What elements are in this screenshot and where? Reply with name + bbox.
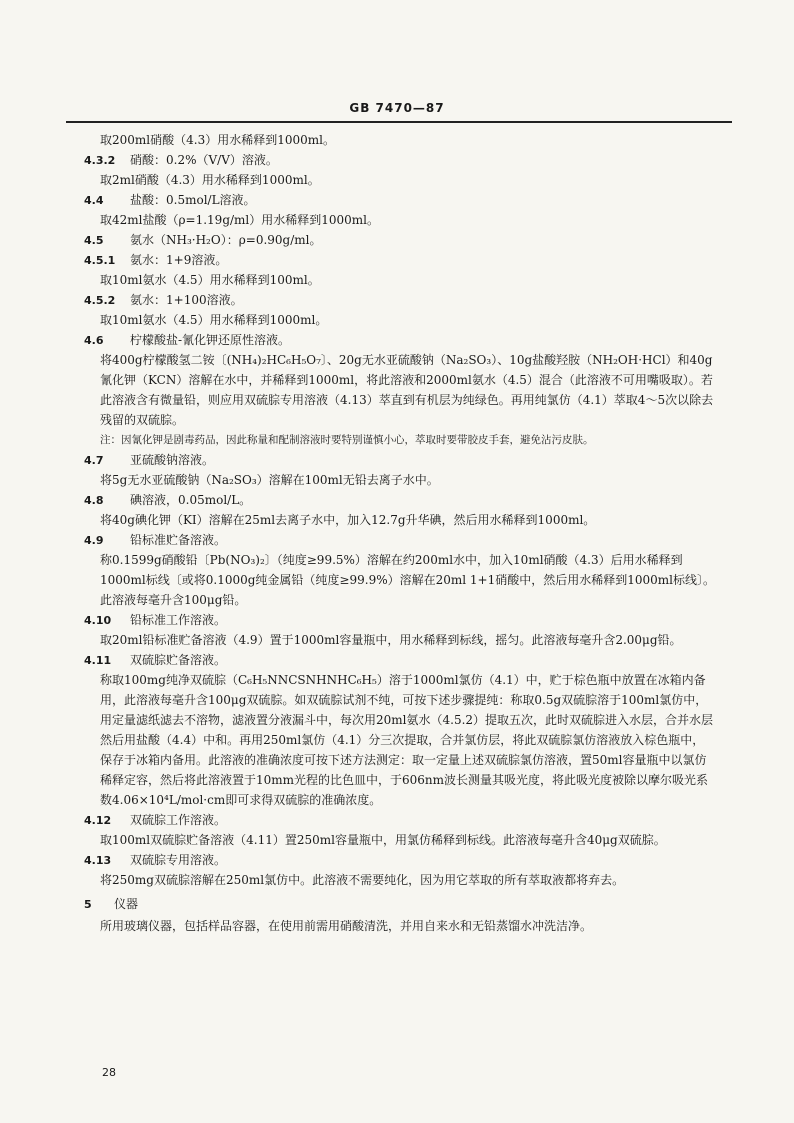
paragraph: 称取100mg纯净双硫腙（C₆H₅NNCSNHNHC₆H₅）溶于1000ml氯仿（4.1）中，贮于棕色瓶中放置在冰箱内备用，此溶液每毫升含100μg双硫腙。如双硫腙试剂不纯，可按下述步骤提纯：称取0.5g双硫腙溶于100ml氯仿中，用定量滤纸滤去不溶物，滤液置分液漏斗中，每次用20ml氨水（4.5.2）提取五次，此时双硫腙进入水层，合并水层然后用盐酸（4.4）中和。再用250ml氯仿（4.1）分三次提取，合并氯仿层，将此双硫腙氯仿溶液放入棕色瓶中，保存于冰箱内备用。此溶液的准确浓度可按下述方法测定：取一定量上述双硫腙氯仿溶液，置50ml容量瓶中以氯仿稀释定容，然后将此溶液置于10mm光程的比色皿中，于606nm波长测量其吸光度，将此吸光度被除以摩尔吸光系数4.06×10⁴L/mol·cm即可求得双硫腙的准确浓度。 (100, 673, 714, 807)
section-number: 4.3.2 (84, 154, 116, 167)
section-title: 铅标准工作溶液。 (130, 613, 227, 627)
section-title: 氨水（NH₃·H₂O）：ρ=0.90g/ml。 (130, 233, 322, 247)
section-title: 双硫腙贮备溶液。 (130, 653, 227, 667)
section-title: 氨水：1+100溶液。 (130, 293, 243, 307)
subsection-heading (66, 810, 716, 830)
chapter-heading (66, 894, 716, 916)
section-number: 4.6 (84, 334, 104, 347)
paragraph: 取200ml硝酸（4.3）用水稀释到1000ml。 (100, 133, 335, 147)
section-number: 4.5.2 (84, 294, 116, 307)
paragraph: 取42ml盐酸（ρ=1.19g/ml）用水稀释到1000ml。 (100, 213, 380, 227)
section-number: 4.10 (84, 614, 112, 627)
paragraph: 将5g无水亚硫酸钠（Na₂SO₃）溶解在100ml无铅去离子水中。 (100, 473, 439, 487)
section-number: 4.7 (84, 454, 104, 467)
subsection-heading (66, 650, 716, 670)
paragraph: 所用玻璃仪器，包括样品容器，在使用前需用硝酸清洗，并用自来水和无铅蒸馏水冲洗洁净。 (100, 919, 593, 933)
subsection-heading (66, 230, 716, 250)
subsection-heading (66, 850, 716, 870)
subsection-heading (66, 190, 716, 210)
subsection-heading (66, 450, 716, 470)
section-title: 双硫腙专用溶液。 (130, 853, 227, 867)
section-number: 4.13 (84, 854, 112, 867)
subsection-heading (66, 330, 716, 350)
section-number: 4.11 (84, 654, 112, 667)
section-title: 碘溶液，0.05mol/L。 (130, 493, 252, 507)
section-number: 4.8 (84, 494, 104, 507)
chapter-title: 仪器 (114, 897, 139, 911)
section-title: 柠檬酸盐-氰化钾还原性溶液。 (130, 333, 291, 347)
paragraph: 称0.1599g硝酸铅〔Pb(NO₃)₂〕（纯度≥99.5%）溶解在约200ml水中，加入10ml硝酸（4.3）后用水稀释到1000ml标线〔或将0.1000g纯金属铅（纯度≥99.9%）溶解在20ml 1+1硝酸中，然后用水稀释到1000ml标线〕。此溶液每毫升含100μg铅。 (100, 553, 715, 607)
page-number: 28 (102, 1066, 116, 1079)
section-title: 盐酸：0.5mol/L溶液。 (130, 193, 256, 207)
section-number: 4.12 (84, 814, 112, 827)
subsection-heading (66, 290, 716, 310)
section-title: 硝酸：0.2%（V/V）溶液。 (130, 153, 278, 167)
paragraph: 将400g柠檬酸氢二铵〔(NH₄)₂HC₆H₅O₇〕、20g无水亚硫酸钠（Na₂SO₃）、10g盐酸羟胺（NH₂OH·HCl）和40g氰化钾（KCN）溶解在水中，并稀释到1000ml，将此溶液和2000ml氨水（4.5）混合（此溶液不可用嘴吸取）。若此溶液含有微量铅，则应用双硫腙专用溶液（4.13）萃直到有机层为纯绿色。再用纯氯仿（4.1）萃取4～5次以除去残留的双硫腙。 (100, 353, 714, 427)
section-title: 亚硫酸钠溶液。 (130, 453, 215, 467)
standard-number-header: GB 7470—87 (349, 101, 445, 115)
subsection-heading (66, 610, 716, 630)
paragraph: 取10ml氨水（4.5）用水稀释到1000ml。 (100, 313, 328, 327)
subsection-heading (66, 150, 716, 170)
paragraph: 取10ml氨水（4.5）用水稀释到100ml。 (100, 273, 320, 287)
paragraph: 将250mg双硫腙溶解在250ml氯仿中。此溶液不需要纯化，因为用它萃取的所有萃取液都将弃去。 (100, 873, 625, 887)
section-number: 4.5 (84, 234, 104, 247)
subsection-heading (66, 490, 716, 510)
section-title: 双硫腙工作溶液。 (130, 813, 227, 827)
document-body (66, 130, 716, 936)
section-title: 铅标准贮备溶液。 (130, 533, 227, 547)
section-number: 4.5.1 (84, 254, 116, 267)
subsection-heading (66, 250, 716, 270)
paragraph: 取100ml双硫腙贮备溶液（4.11）置250ml容量瓶中，用氯仿稀释到标线。此溶液每毫升含40μg双硫腙。 (100, 833, 666, 847)
section-title: 氨水：1+9溶液。 (130, 253, 228, 267)
header-rule (66, 121, 732, 123)
section-number: 4.9 (84, 534, 104, 547)
paragraph: 将40g碘化钾（KI）溶解在25ml去离子水中，加入12.7g升华碘，然后用水稀释到1000ml。 (100, 513, 596, 527)
subsection-heading (66, 530, 716, 550)
section-number: 4.4 (84, 194, 104, 207)
paragraph: 取20ml铅标准贮备溶液（4.9）置于1000ml容量瓶中，用水稀释到标线，摇匀。此溶液每毫升含2.00μg铅。 (100, 633, 682, 647)
note: 注：因氰化钾是剧毒药品，因此称量和配制溶液时要特别谨慎小心，萃取时要带胶皮手套，避免沾污皮肤。 (100, 434, 594, 446)
chapter-number: 5 (84, 898, 92, 911)
paragraph: 取2ml硝酸（4.3）用水稀释到1000ml。 (100, 173, 320, 187)
